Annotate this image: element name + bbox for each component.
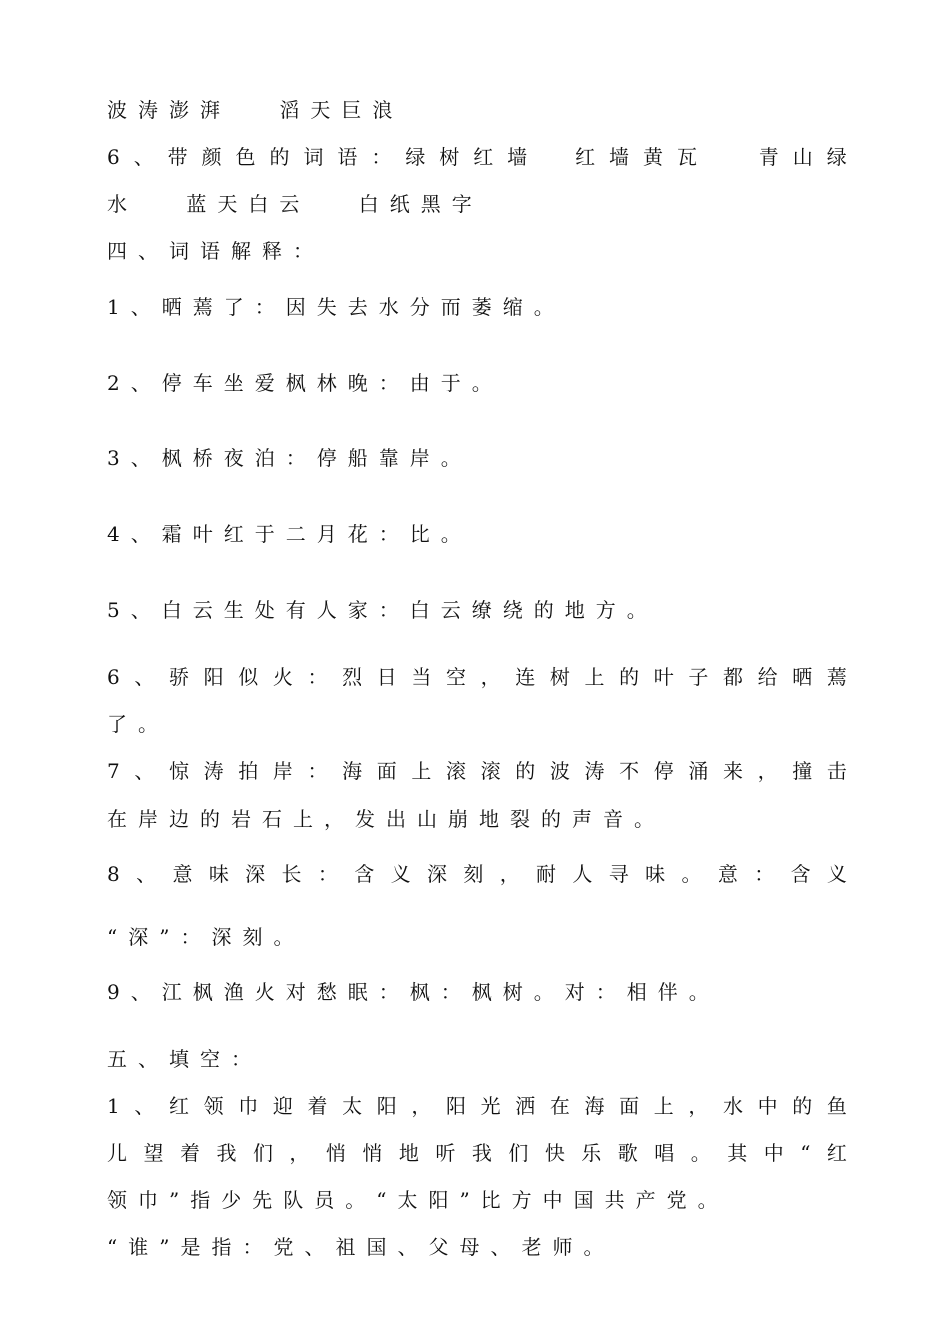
definition-5: 5、白云生处有人家：白云缭绕的地方。 xyxy=(107,598,658,622)
definition-3: 3、枫桥夜泊：停船靠岸。 xyxy=(107,446,472,470)
fill-blank-1-cont-a: 儿 望 着 我 们 ， 悄 悄 地 听 我 们 快 乐 歌 唱 。 其 中 “ 红 xyxy=(107,1141,847,1165)
definition-4: 4、霜叶红于二月花：比。 xyxy=(107,522,472,546)
definition-8: 8 、 意 味 深 长 ： 含 义 深 刻 ， 耐 人 寻 味 。 意 ： 含 义 xyxy=(107,862,847,886)
fill-blank-1-cont-b: 领巾”指少先队员。“太阳”比方中国共产党。 xyxy=(107,1188,729,1212)
definition-8-cont: “深”：深刻。 xyxy=(107,925,305,949)
fill-blank-1: 1 、 红 领 巾 迎 着 太 阳 ， 阳 光 洒 在 海 面 上 ， 水 中 的 鱼 xyxy=(107,1094,847,1118)
section-heading-fill-blank: 五、填空： xyxy=(107,1047,262,1071)
definition-7-cont: 在岸边的岩石上，发出山崩地裂的声音。 xyxy=(107,807,665,831)
definition-6: 6 、 骄 阳 似 火 ： 烈 日 当 空 ， 连 树 上 的 叶 子 都 给 晒 蔫 xyxy=(107,665,847,689)
fill-blank-1-cont-c: “谁”是指：党、祖国、父母、老师。 xyxy=(107,1235,615,1259)
definition-6-cont: 了。 xyxy=(107,712,169,736)
text-line-color-words: 6 、 带 颜 色 的 词 语 ： 绿 树 红 墙 红 墙 黄 瓦 青 山 绿 xyxy=(107,145,847,169)
definition-1: 1、晒蔫了：因失去水分而萎缩。 xyxy=(107,295,565,319)
text-line-color-words-cont: 水 蓝天白云 白纸黑字 xyxy=(107,192,483,216)
definition-7: 7 、 惊 涛 拍 岸 ： 海 面 上 滚 滚 的 波 涛 不 停 涌 来 ， 撞 击 xyxy=(107,759,847,783)
definition-9: 9、江枫渔火对愁眠：枫：枫树。对：相伴。 xyxy=(107,980,720,1004)
definition-2: 2、停车坐爱枫林晚：由于。 xyxy=(107,371,503,395)
text-line-waves: 波涛澎湃 滔天巨浪 xyxy=(107,98,404,122)
section-heading-explanations: 四、词语解释： xyxy=(107,239,324,263)
